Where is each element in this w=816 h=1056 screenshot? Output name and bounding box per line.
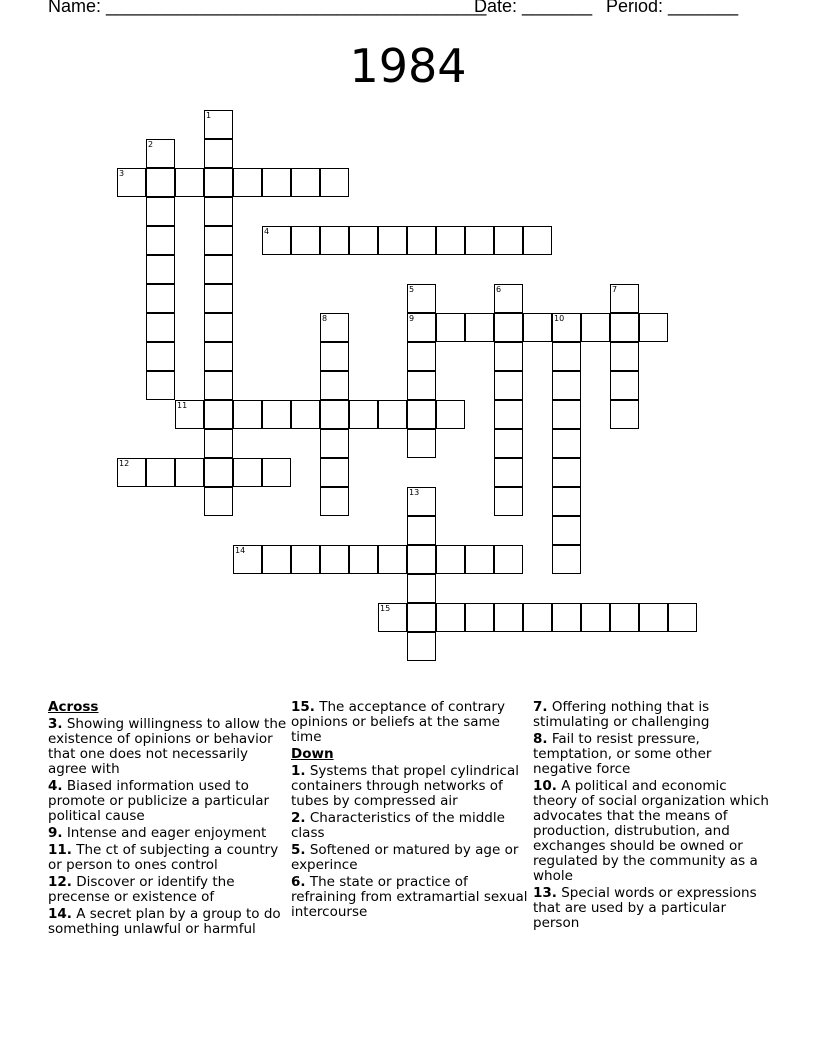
clue-across-11: 11. The ct of subjecting a country or person to ones control [48,842,279,873]
grid-cell[interactable] [349,545,378,574]
clue-number: 4 [264,227,270,236]
grid-cell[interactable] [320,400,349,429]
clue-number: 12 [119,459,130,468]
clue-number: 1 [206,111,212,120]
grid-cell[interactable] [407,603,436,632]
grid-cell[interactable] [291,226,320,255]
grid-cell[interactable] [552,458,581,487]
grid-cell[interactable] [320,429,349,458]
grid-cell[interactable] [494,545,523,574]
grid-cell[interactable] [523,226,552,255]
grid-cell[interactable] [349,226,378,255]
grid-cell[interactable] [291,168,320,197]
clue-down-6: 6. The state or practice of refraining from extramartial sexual intercourse [291,874,528,920]
grid-cell[interactable] [668,603,697,632]
clue-down-5: 5. Softened or matured by age or experince [291,842,519,873]
grid-cell[interactable] [204,371,233,400]
grid-cell[interactable] [494,458,523,487]
grid-cell[interactable] [291,400,320,429]
grid-cell[interactable] [262,168,291,197]
clue-number: 3 [119,169,125,178]
grid-cell[interactable] [610,313,639,342]
clue-number: 7 [612,285,618,294]
grid-cell[interactable] [552,487,581,516]
grid-cell[interactable] [465,545,494,574]
grid-cell[interactable] [523,313,552,342]
clue-number: 15 [380,604,391,613]
grid-cell[interactable] [349,400,378,429]
grid-cell[interactable] [320,458,349,487]
clue-number: 6 [496,285,502,294]
clue-number: 8 [322,314,328,323]
grid-cell[interactable] [378,226,407,255]
grid-cell[interactable] [407,371,436,400]
grid-cell[interactable] [494,313,523,342]
grid-cell[interactable] [262,400,291,429]
grid-cell[interactable] [175,168,204,197]
clue-down-2: 2. Characteristics of the middle class [291,810,505,841]
grid-cell[interactable] [204,400,233,429]
grid-cell[interactable] [465,603,494,632]
grid-cell[interactable] [436,603,465,632]
grid-cell[interactable] [378,400,407,429]
grid-cell[interactable] [436,313,465,342]
grid-cell[interactable] [494,342,523,371]
grid-cell[interactable] [610,342,639,371]
grid-cell[interactable] [117,458,146,487]
grid-cell[interactable] [204,342,233,371]
grid-cell[interactable] [204,110,233,139]
grid-cell[interactable] [407,313,436,342]
grid-cell[interactable] [407,400,436,429]
grid-cell[interactable] [204,284,233,313]
grid-cell[interactable] [494,226,523,255]
puzzle-title: 1984 [349,39,467,93]
grid-cell[interactable] [204,458,233,487]
grid-cell[interactable] [320,226,349,255]
grid-cell[interactable] [320,487,349,516]
grid-cell[interactable] [407,574,436,603]
clue-number: 9 [409,314,415,323]
grid-cell[interactable] [320,545,349,574]
grid-cell[interactable] [233,168,262,197]
grid-cell[interactable] [552,400,581,429]
grid-cell[interactable] [204,168,233,197]
grid-cell[interactable] [320,371,349,400]
grid-cell[interactable] [610,603,639,632]
grid-cell[interactable] [407,226,436,255]
grid-cell[interactable] [262,458,291,487]
clue-across-3: 3. Showing willingness to allow the existence of opinions or behavior that one does not necessarily agree with [48,716,287,777]
grid-cell[interactable] [494,400,523,429]
grid-cell[interactable] [639,313,668,342]
grid-cell[interactable] [465,313,494,342]
grid-cell[interactable] [465,226,494,255]
clue-column-2 [291,700,531,922]
grid-cell[interactable] [407,487,436,516]
grid-cell[interactable] [494,371,523,400]
grid-cell[interactable] [146,255,175,284]
clue-across-14: 14. A secret plan by a group to do something unlawful or harmful [48,906,281,937]
grid-cell[interactable] [494,603,523,632]
clue-number: 5 [409,285,415,294]
grid-cell[interactable] [204,226,233,255]
grid-cell[interactable] [204,255,233,284]
grid-cell[interactable] [552,313,581,342]
grid-cell[interactable] [639,603,668,632]
grid-cell[interactable] [204,139,233,168]
grid-cell[interactable] [320,342,349,371]
grid-cell[interactable] [407,632,436,661]
grid-cell[interactable] [117,168,146,197]
grid-cell[interactable] [204,197,233,226]
grid-cell[interactable] [291,545,320,574]
grid-cell[interactable] [494,429,523,458]
grid-cell[interactable] [262,545,291,574]
clue-across-15: 15. The acceptance of contrary opinions or beliefs at the same time [291,699,505,745]
clue-down-13: 13. Special words or expressions that are used by a particular person [533,885,757,931]
grid-cell[interactable] [204,313,233,342]
grid-cell[interactable] [407,545,436,574]
clue-down-8: 8. Fail to resist pressure, temptation, or some other negative force [533,731,712,777]
grid-cell[interactable] [407,429,436,458]
grid-cell[interactable] [146,342,175,371]
grid-cell[interactable] [552,371,581,400]
down-heading: Down [291,746,334,762]
grid-cell[interactable] [610,400,639,429]
grid-cell[interactable] [552,516,581,545]
clue-number: 2 [148,140,154,149]
grid-cell[interactable] [407,284,436,313]
grid-cell[interactable] [204,487,233,516]
clue-column-3 [533,700,773,933]
grid-cell[interactable] [146,226,175,255]
grid-cell[interactable] [204,429,233,458]
grid-cell[interactable] [146,458,175,487]
grid-cell[interactable] [146,197,175,226]
clue-down-10: 10. A political and economic theory of social organization which advocates that the means of production, distrubution, and exchanges should be owned or regulated by the community as a whole [533,778,769,884]
date-field-label[interactable]: Date: _______ [474,0,593,16]
clue-across-9: 9. Intense and eager enjoyment [48,825,267,841]
clue-across-12: 12. Discover or identify the precense or existence of [48,874,235,905]
grid-cell[interactable] [552,429,581,458]
clue-down-7: 7. Offering nothing that is stimulating or challenging [533,699,710,730]
grid-cell[interactable] [146,284,175,313]
grid-cell[interactable] [233,400,262,429]
grid-cell[interactable] [436,226,465,255]
clue-across-4: 4. Biased information used to promote or publicize a particular political cause [48,778,270,824]
grid-cell[interactable] [552,545,581,574]
grid-cell[interactable] [233,545,262,574]
grid-cell[interactable] [552,342,581,371]
clue-down-1: 1. Systems that propel cylindrical containers through networks of tubes by compressed air [291,763,519,809]
grid-cell[interactable] [436,545,465,574]
grid-cell[interactable] [175,458,204,487]
grid-cell[interactable] [581,313,610,342]
clue-number: 14 [235,546,246,555]
grid-cell[interactable] [262,226,291,255]
grid-cell[interactable] [552,603,581,632]
grid-cell[interactable] [175,400,204,429]
grid-cell[interactable] [407,342,436,371]
grid-cell[interactable] [610,284,639,313]
grid-cell[interactable] [378,603,407,632]
name-field-label[interactable]: Name: ______________________________________ [48,0,487,16]
grid-cell[interactable] [407,516,436,545]
period-field-label[interactable]: Period: _______ [606,0,739,16]
grid-cell[interactable] [146,139,175,168]
grid-cell[interactable] [610,371,639,400]
clue-number: 10 [554,314,565,323]
grid-cell[interactable] [581,603,610,632]
across-heading: Across [48,699,99,715]
grid-cell[interactable] [494,487,523,516]
grid-cell[interactable] [320,313,349,342]
grid-cell[interactable] [378,545,407,574]
grid-cell[interactable] [320,168,349,197]
grid-cell[interactable] [146,168,175,197]
grid-cell[interactable] [146,313,175,342]
clue-number: 11 [177,401,188,410]
clue-column-1 [48,700,288,939]
grid-cell[interactable] [494,284,523,313]
grid-cell[interactable] [146,371,175,400]
grid-cell[interactable] [233,458,262,487]
grid-cell[interactable] [436,400,465,429]
grid-cell[interactable] [523,603,552,632]
clue-number: 13 [409,488,420,497]
